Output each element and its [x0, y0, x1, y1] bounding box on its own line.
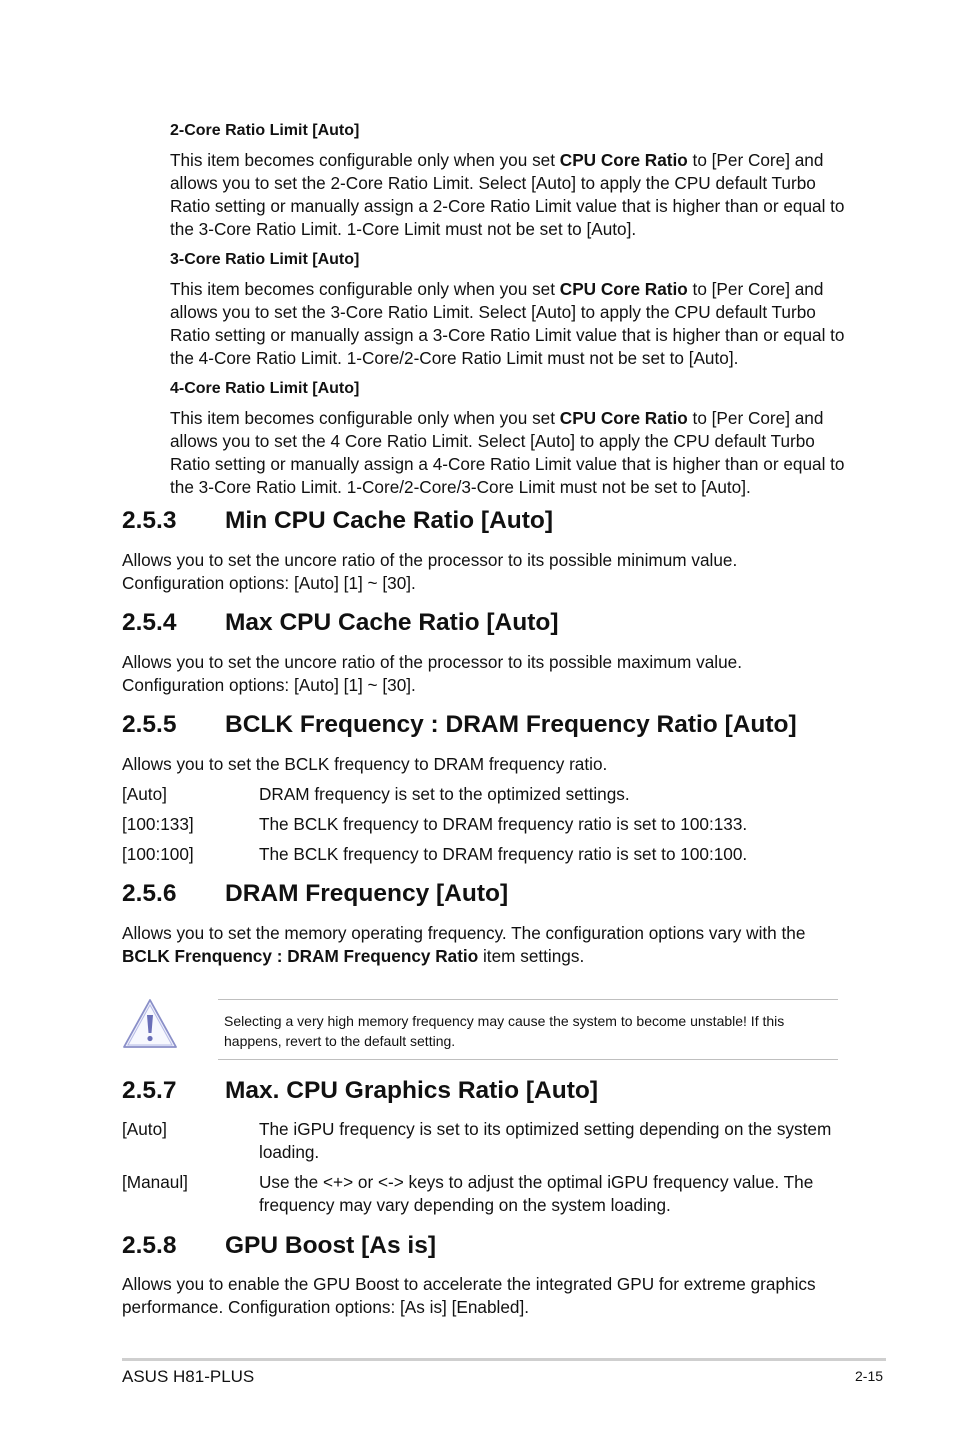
option-desc: The iGPU frequency is set to its optimized setting depending on the system loading.: [259, 1119, 832, 1162]
option-key: [Manaul]: [122, 1172, 188, 1192]
option-desc: DRAM frequency is set to the optimized settings.: [259, 784, 630, 804]
section-heading-2-5-4: [122, 609, 559, 637]
section-heading-2-5-6: [122, 880, 508, 908]
text: to [Per Core] and allows you to set the 4 Core Ratio Limit. Select [Auto] to apply the CPU default Turbo Ratio setting or manually assign a 4-Core Ratio Limit value that is higher than or equal to the 3-Core Ratio Limit. 1-Core/2-Core/3-Core Limit must not be set to [Auto].: [170, 408, 845, 497]
bold-text: CPU Core Ratio: [559, 150, 688, 170]
option-key: [Auto]: [122, 784, 167, 804]
section-heading-2-5-7: [122, 1077, 598, 1105]
section-heading-2-5-3: [122, 507, 553, 535]
note-divider-top: [218, 999, 838, 1000]
option-desc: The BCLK frequency to DRAM frequency ratio is set to 100:133.: [259, 814, 748, 834]
text: This item becomes configurable only when you set: [170, 408, 560, 428]
section-title: DRAM Frequency [Auto]: [225, 880, 509, 907]
text-line: Configuration options: [Auto] [1] ~ [30].: [122, 675, 416, 695]
subsection-title-3-core: 3-Core Ratio Limit [Auto]: [170, 251, 360, 268]
section-number: 2.5.4: [122, 609, 177, 636]
bold-text: CPU Core Ratio: [559, 279, 688, 299]
footer-product-name: ASUS H81-PLUS: [122, 1367, 255, 1386]
option-desc: Use the <+> or <-> keys to adjust the optimal iGPU frequency value. The frequency may vary depending on the system loading.: [259, 1172, 814, 1215]
warning-text: Selecting a very high memory frequency may cause the system to become unstable! If this happens, revert to the default setting.: [224, 1013, 785, 1049]
option-key: [100:100]: [122, 844, 194, 864]
section-title: GPU Boost [As is]: [225, 1232, 436, 1259]
text-line: Configuration options: [Auto] [1] ~ [30].: [122, 573, 416, 593]
section-title: Min CPU Cache Ratio [Auto]: [225, 507, 554, 534]
section-heading-2-5-5: [122, 711, 797, 739]
section-number: 2.5.6: [122, 880, 177, 907]
bold-text: BCLK Frenquency : DRAM Frequency Ratio: [122, 946, 479, 966]
section-number: 2.5.3: [122, 507, 177, 534]
text: Allows you to set the memory operating frequency. The configuration options vary with the: [122, 923, 806, 943]
subsection-title-4-core: 4-Core Ratio Limit [Auto]: [170, 380, 360, 397]
text-line: Allows you to set the uncore ratio of the processor to its possible minimum value.: [122, 550, 738, 570]
text: This item becomes configurable only when you set: [170, 150, 560, 170]
text: This item becomes configurable only when you set: [170, 279, 560, 299]
section-number: 2.5.7: [122, 1077, 177, 1104]
paragraph-2-5-5: Allows you to set the BCLK frequency to DRAM frequency ratio.: [122, 754, 608, 774]
warning-triangle-icon: [122, 997, 178, 1051]
paragraph-2-5-3: [122, 549, 847, 595]
section-title: BCLK Frequency : DRAM Frequency Ratio [Auto]: [225, 711, 797, 738]
text-line: Allows you to set the uncore ratio of the processor to its possible maximum value.: [122, 652, 742, 672]
paragraph-2-5-4: [122, 651, 847, 697]
subsection-title-2-core: 2-Core Ratio Limit [Auto]: [170, 122, 360, 139]
section-number: 2.5.5: [122, 711, 177, 738]
option-key: [Auto]: [122, 1119, 167, 1139]
paragraph-2-core: [170, 149, 850, 241]
paragraph-2-5-8: Allows you to enable the GPU Boost to accelerate the integrated GPU for extreme graphics performance. Configuration options: [As is] [Enabled].: [122, 1274, 816, 1317]
option-desc: The BCLK frequency to DRAM frequency ratio is set to 100:100.: [259, 844, 748, 864]
option-key: [100:133]: [122, 814, 194, 834]
paragraph-3-core: [170, 278, 850, 370]
text: to [Per Core] and allows you to set the 3-Core Ratio Limit. Select [Auto] to apply the CPU default Turbo Ratio setting or manually assign a 3-Core Ratio Limit value that is higher than or equal to the 4-Core Ratio Limit. 1-Core/2-Core Ratio Limit must not be set to [Auto].: [170, 279, 845, 368]
section-heading-2-5-8: [122, 1232, 436, 1260]
section-title: Max. CPU Graphics Ratio [Auto]: [225, 1077, 598, 1104]
section-title: Max CPU Cache Ratio [Auto]: [225, 609, 559, 636]
footer-rule: [122, 1358, 886, 1361]
page-number: 2-15: [855, 1368, 884, 1384]
section-number: 2.5.8: [122, 1232, 177, 1259]
text: to [Per Core] and allows you to set the 2-Core Ratio Limit. Select [Auto] to apply the CPU default Turbo Ratio setting or manually assign a 2-Core Ratio Limit value that is higher than or equal to the 3-Core Ratio Limit. 1-Core Limit must not be set to [Auto].: [170, 150, 845, 239]
paragraph-2-5-6: [122, 922, 847, 968]
text: item settings.: [478, 946, 585, 966]
paragraph-4-core: [170, 407, 850, 499]
bold-text: CPU Core Ratio: [559, 408, 688, 428]
note-divider-bottom: [218, 1059, 838, 1060]
